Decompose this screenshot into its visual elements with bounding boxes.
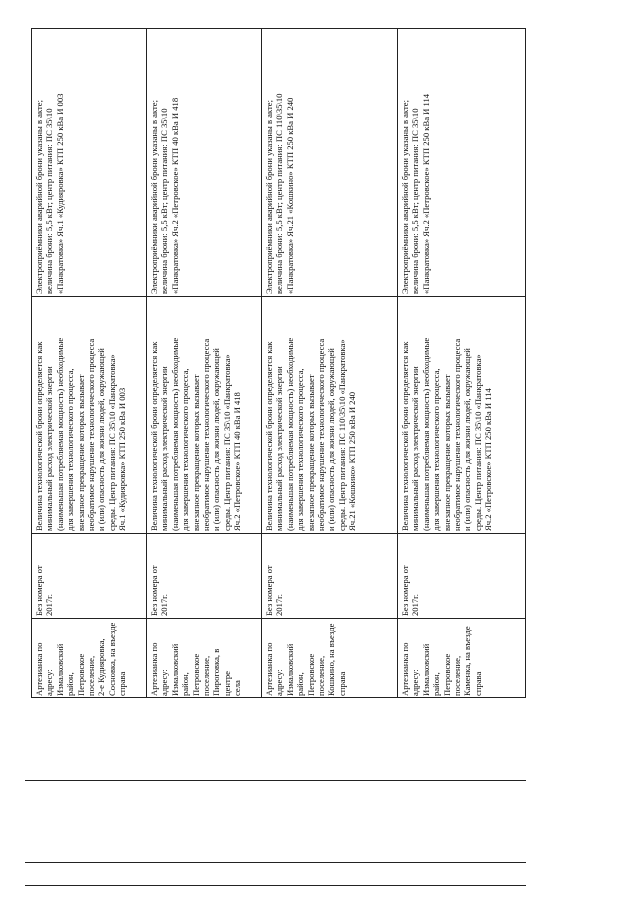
tech-cell xyxy=(32,297,146,534)
reservation-table xyxy=(31,28,526,698)
emergency-cell xyxy=(262,29,397,297)
cell-text: Электроприёмники аварийной брони указаны в акте; величина брони: 5,5 кВт; центр питания: ПС 110\35\10 «Панкратовка» Яч.21 «Кошкино» КТП 250 кВа И 240 xyxy=(264,93,295,294)
cell-text: Величина технологической брони определяется как минимальный расход электрической энергии (наименьшая потребляемая мощность) необходимые для завершения технологического процесса, внезапное прекращение которых вызывает необратимое нарушение технологического процесса и (или) опасность для жизни людей, окружающей среды. Центр питания: ПС 35\10 «Панкратовка» Яч.2 «Петровское» КТП 40 кВа И 418 xyxy=(149,337,243,531)
act-cell xyxy=(398,534,525,619)
table-row xyxy=(398,29,525,697)
address-cell xyxy=(32,619,146,699)
table-row xyxy=(262,29,398,697)
cell-text: Без номера от 2017г. xyxy=(400,565,421,616)
emergency-cell xyxy=(32,29,146,297)
cell-text: Электроприёмники аварийной брони указаны в акте; величина брони: 5,5 кВт; центр питания: ПС 35\10 «Панкратовка» Яч.2 «Петровское» КТП 40 кВа И 418 xyxy=(149,97,180,294)
cell-text: Артезианка по адресу: Измалковский район, Петровское поселение, 2-е Кудияровка, Сосновка, на въезде справа xyxy=(34,622,128,696)
cell-text: Электроприёмники аварийной брони указаны в акте; величина брони: 5,5 кВт; центр питания: ПС 35\10 «Панкратовка» Яч.1 «Кудияровка» КТП 250 кВа И 003 xyxy=(34,93,65,294)
cell-text: Величина технологической брони определяется как минимальный расход электрической энергии (наименьшая потребляемая мощность) необходимые для завершения технологического процесса, внезапное прекращение которых вызывает необратимое нарушение технологического процесса и (или) опасность для жизни людей, окружающей среды. Центр питания: ПС 35\10 «Панкратовка» Яч.2 «Петровское» КТП 250 кВа И 114 xyxy=(400,337,494,531)
act-cell xyxy=(262,534,397,619)
cell-text: Артезианка по адресу: Измалковский район, Петровское поселение, Кошкино, на въезде справа xyxy=(264,623,347,696)
cell-text: Без номера от 2017г. xyxy=(34,565,55,616)
address-cell xyxy=(147,619,261,699)
divider-line xyxy=(25,780,526,781)
address-cell xyxy=(398,619,525,699)
tech-cell xyxy=(147,297,261,534)
act-cell xyxy=(32,534,146,619)
tech-cell xyxy=(262,297,397,534)
cell-text: Без номера от 2017г. xyxy=(149,565,170,616)
tech-cell xyxy=(398,297,525,534)
emergency-cell xyxy=(398,29,525,297)
cell-text: Без номера от 2017г. xyxy=(264,565,285,616)
cell-text: Артезианка по адресу: Измалковский район, Петровское поселение, Пироговка, в центре села xyxy=(149,642,243,696)
table-row xyxy=(32,29,147,697)
address-cell xyxy=(262,619,397,699)
emergency-cell xyxy=(147,29,261,297)
divider-line xyxy=(25,862,526,863)
cell-text: Артезианка по адресу: Измалковский район, Петровское поселение, Каменка, на въезде справа xyxy=(400,626,483,696)
cell-text: Электроприёмники аварийной брони указаны в акте; величина брони: 5,5 кВт; центр питания: ПС 35\10 «Панкратовка» Яч.2 «Петровское» КТП 250 кВа И 114 xyxy=(400,93,431,294)
divider-line xyxy=(25,885,526,886)
act-cell xyxy=(147,534,261,619)
cell-text: Величина технологической брони определяется как минимальный расход электрической энергии (наименьшая потребляемая мощность) необходимые для завершения технологического процесса, внезапное прекращение которых вызывает необратимое нарушение технологического процесса и (или) опасность для жизни людей, окружающей среды. Центр питания: ПС 110\35\10 «Панкратовка» Яч.21 «Кошкино» КТП 250 кВа И 240 xyxy=(264,337,358,531)
cell-text: Величина технологической брони определяется как минимальный расход электрической энергии (наименьшая потребляемая мощность) необходимые для завершения технологического процесса, внезапное прекращение которых вызывает необратимое нарушение технологического процесса и (или) опасность для жизни людей, окружающей среды. Центр питания: ПС 35\10 «Панкратовка» Яч.1 «Кудияровка» КТП 250 кВа И 003 xyxy=(34,337,128,531)
table-row xyxy=(147,29,262,697)
